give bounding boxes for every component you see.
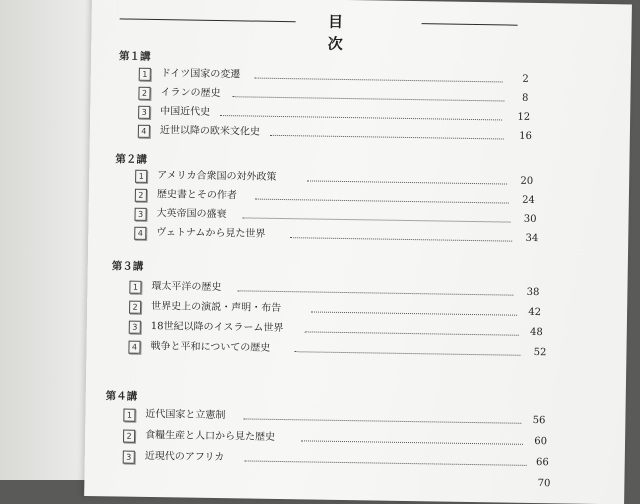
entry-title: 歴史書とその作者	[156, 189, 237, 202]
entry-title: 戦争と平和についての歴史	[150, 340, 271, 354]
entry-page: 56	[532, 414, 546, 427]
item-number-box: 3	[129, 321, 141, 334]
toc-entry[interactable]	[122, 471, 551, 494]
toc-entry[interactable]	[138, 124, 540, 146]
dot-leader	[305, 331, 519, 335]
item-number-box: 2	[129, 301, 141, 314]
item-number-box: 1	[139, 68, 151, 81]
entry-title: ヴェトナムから見た世界	[156, 227, 266, 240]
entry-page: 24	[522, 194, 535, 206]
dot-leader	[294, 351, 520, 356]
toc-entry[interactable]	[129, 280, 539, 302]
lecture-1-label: 第１講	[118, 50, 151, 63]
dot-leader	[220, 115, 502, 120]
entry-title: 近世以降の欧米文化史	[159, 125, 260, 138]
toc-entry[interactable]	[123, 450, 549, 473]
entry-title: 大英帝国の盛衰	[156, 208, 227, 221]
entry-title: 環太平洋の歴史	[151, 280, 222, 294]
entry-title: ドイツ国家の変遷	[160, 68, 241, 81]
dot-leader	[311, 311, 517, 315]
entry-page: 12	[517, 111, 531, 123]
item-number-box: 3	[138, 106, 150, 119]
lecture-4-label: 第４講	[105, 390, 138, 403]
dot-leader	[243, 418, 521, 423]
dot-leader	[255, 78, 503, 83]
item-number-box: 1	[135, 170, 147, 183]
dot-leader	[301, 440, 523, 444]
entry-title: イランの歴史	[160, 87, 221, 100]
entry-page: 16	[519, 130, 532, 142]
page-title: 目 次	[327, 12, 451, 54]
item-number-box: 4	[128, 341, 140, 354]
dot-leader	[245, 460, 527, 465]
entry-page: 30	[523, 213, 537, 226]
entry-title: 18世紀以降のイスラーム世界	[150, 320, 284, 335]
entry-title: 近現代のアフリカ	[144, 450, 225, 464]
entry-title: 近代国家と立憲制	[145, 408, 226, 422]
item-number-box: 2	[135, 189, 147, 202]
entry-page: 70	[537, 478, 551, 490]
toc-entry[interactable]	[129, 300, 542, 322]
item-number-box: 3	[123, 451, 135, 464]
entry-page: 66	[535, 457, 549, 469]
header-rule-left	[120, 18, 296, 22]
toc-entry[interactable]	[134, 226, 538, 248]
entry-page: 20	[520, 175, 534, 187]
item-number-box: 4	[134, 227, 146, 240]
entry-page: 52	[533, 346, 547, 359]
item-number-box: 2	[123, 430, 135, 443]
dot-leader	[243, 217, 511, 222]
toc-entry[interactable]	[129, 320, 543, 342]
lecture-3-label: 第３講	[111, 260, 144, 273]
item-number-box: 2	[138, 87, 150, 100]
toc-entry[interactable]	[128, 340, 547, 363]
dot-leader	[232, 96, 504, 101]
item-number-box: 1	[123, 409, 135, 422]
entry-title: アメリカ合衆国の対外政策	[157, 170, 277, 183]
item-number-box: 4	[138, 125, 150, 138]
item-number-box: 1	[129, 281, 141, 294]
document-page	[84, 0, 632, 504]
entry-title: 中国近代史	[160, 106, 211, 118]
dot-leader	[290, 237, 512, 241]
dot-leader	[237, 290, 513, 295]
item-number-box: 3	[134, 208, 146, 221]
toc-entry[interactable]	[123, 408, 546, 431]
entry-page: 38	[526, 286, 540, 299]
entry-page: 48	[529, 326, 543, 339]
dot-leader	[255, 199, 509, 204]
entry-page: 60	[534, 436, 548, 448]
dot-leader	[270, 135, 504, 140]
lecture-2-label: 第２講	[115, 153, 148, 166]
entry-page: 34	[525, 232, 539, 245]
dot-leader	[307, 180, 507, 184]
toc-entry[interactable]	[123, 429, 548, 452]
entry-title: 世界史上の演説・声明・布告	[151, 300, 282, 315]
entry-page: 8	[521, 92, 529, 104]
entry-page: 2	[522, 73, 529, 85]
entry-page: 42	[528, 306, 542, 319]
entry-title: 食糧生産と人口から見た歴史	[145, 429, 276, 443]
